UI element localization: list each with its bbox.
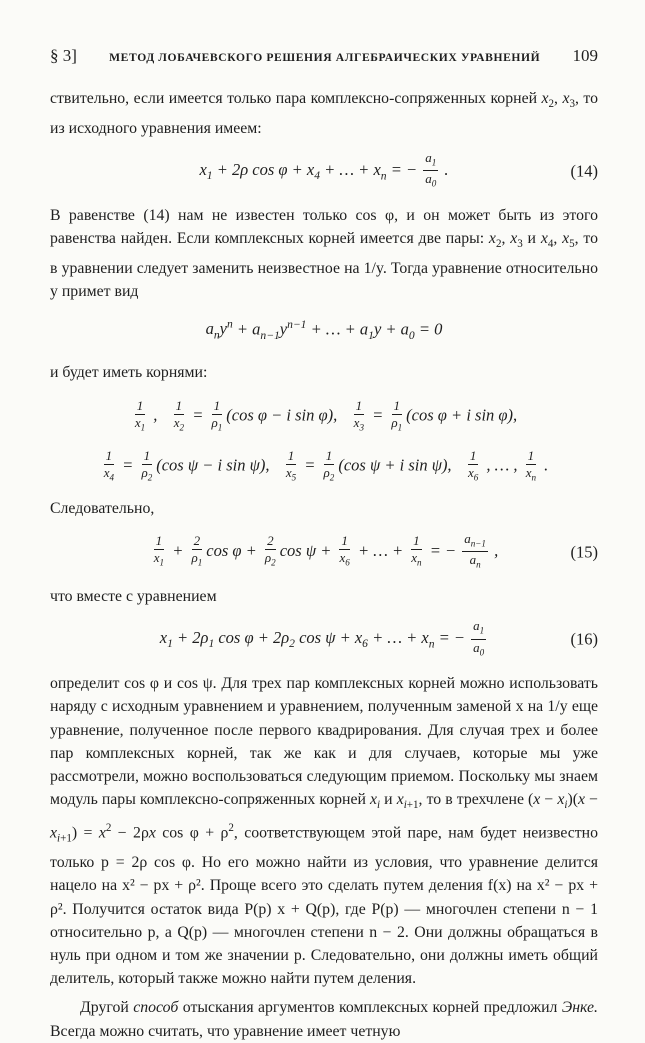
paragraph-5: что вместе с уравнением [50, 587, 217, 605]
paragraph-2: В равенстве (14) нам не известен только cos φ, и он может быть из этого равенства найден. Если комплексных корней имеется две пары: $x_2$, $x_3$ и $x_4$, $x_5$, то в уравнении следует заменить неизвестное на 1/y. Тогда уравнение относительно y примет вид [50, 206, 598, 300]
paragraph-7: Другой способ отыскания аргументов комплексных корней предложил Энке. Всегда можно считать, что уравнение имеет четную [50, 999, 598, 1040]
equation-roots-2: $\frac{1}{x_4}$ = $\frac{1}{\rho_2}$ (cos ψ − i sin ψ), $\frac{1}{x_5}$ = $\frac{1}{\rho_2}$ (cos ψ + i sin ψ), $\frac{1}{x_6}$ , … , $\frac{1}{x_n}$ . [103, 447, 549, 483]
equation-polynomial: $a_ny^n + a_{n-1}y^{n-1}$ + … + $a_1y + a_0 = 0$ [205, 318, 443, 342]
running-title: МЕТОД ЛОБАЧЕВСКОГО РЕШЕНИЯ АЛГЕБРАИЧЕСКИХ УРАВНЕНИЙ [109, 51, 541, 64]
equation-15: $\frac{1}{x_1}$ + $\frac{2}{\rho_1}$ cos φ + $\frac{2}{\rho_2}$ cos ψ + $\frac{1}{x_6}$ + … + $\frac{1}{x_n}$ = − $\frac{a_{n-1}}{a_n}$ , (15) [153, 530, 598, 570]
equation-roots-1: $\frac{1}{x_1}$ , $\frac{1}{x_2}$ = $\frac{1}{\rho_1}$ (cos φ − i sin φ), $\frac{1}{x_3}$ = $\frac{1}{\rho_1}$ (cos φ + i sin φ), [134, 398, 518, 433]
paragraph-1: ствительно, если имеется только пара комплексно-сопряженных корней $x_2$, $x_3$, то из исходного уравнения имеем: [50, 90, 598, 137]
paragraph-3: и будет иметь корнями: [50, 363, 208, 381]
paragraph-4: Следовательно, [50, 500, 155, 518]
equation-number: (14) [570, 161, 598, 181]
section-marker: § 3] [50, 46, 77, 65]
paragraph-6: определит cos φ и cos ψ. Для трех пар комплексных корней можно использовать наряду с исходным уравнением и уравнением, полученным заменой x на 1/y еще уравнение, полученное после первого квадрирования. Для случая трех и более пар комплексных корней, так же как и для случаев, которые мы уже рассмотрели, можно воспользоваться следующим приемом. Поскольку мы знаем модуль пары комплексно-сопряженных корней $x_i$ и $x_{i+1}$, то в трехчлене $(x - x_i)(x - x_{i+1}) = x^2 - 2\rho x$ $\cos \varphi + \rho^2$, соответствующем этой паре, нам будет неизвестно только p = 2ρ cos φ. Но его можно найти из условия, что уравнение делится нацело на x² − px + ρ². Проще всего это сделать путем деления f(x) на x² − px + ρ². Получится остаток вида P(p) x + Q(p), где P(p) — многочлен степени n − 1 относительно p, а Q(p) — многочлен степени n − 2. Они должны обращаться в нуль при одном и том же значении p. Следовательно, они должны иметь общий делитель, который также можно найти путем деления. [50, 675, 598, 988]
equation-16: $x_1 + 2\rho_1$ $\cos \varphi + 2\rho_2$ $\cos \psi + x_6$ + … + $x_n$ = − $\frac{a_1}{a_0}$ (16) [159, 617, 598, 658]
page-number: 109 [572, 46, 598, 65]
equation-number: (16) [570, 629, 598, 649]
equation-14: $x_1 + 2\rho$ $\cos \varphi + x_4$ + … + $x_n$ = − $\frac{a_1}{a_0}$ . (14) [199, 149, 598, 189]
running-header [50, 44, 598, 69]
equation-number: (15) [570, 542, 598, 562]
book-page [50, 44, 598, 1043]
